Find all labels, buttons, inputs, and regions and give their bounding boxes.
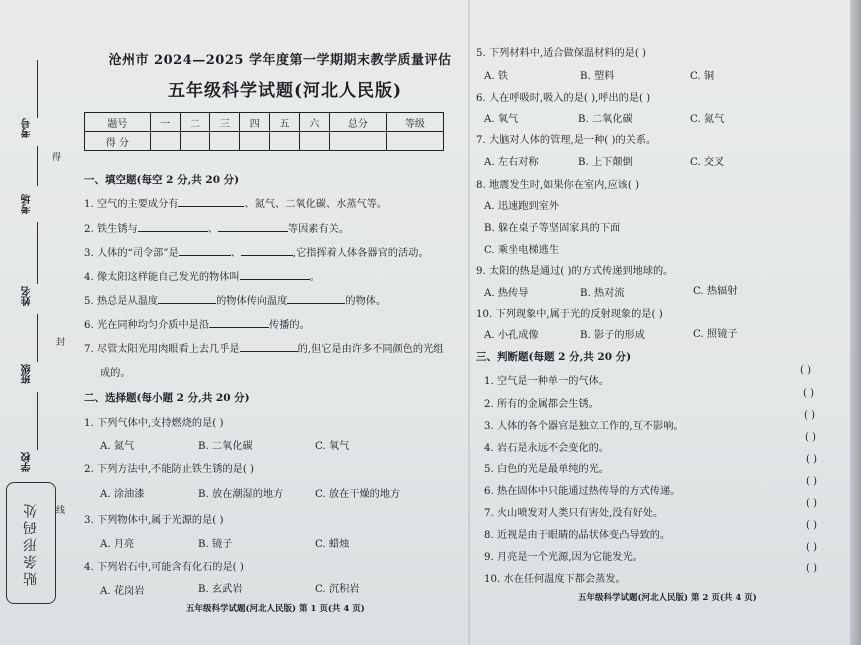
table-cell: 六: [299, 113, 329, 132]
choice-question-8: 8. 地震发生时,如果你在室内,应该( ): [476, 180, 640, 191]
answer-blank[interactable]: [287, 294, 345, 304]
answer-blank[interactable]: [240, 342, 298, 352]
fill-question-4: [84, 268, 320, 283]
option-c[interactable]: C. 氧气: [315, 441, 350, 452]
page-edge: [850, 0, 861, 645]
sidebar-xuexiao-label: 学校: [22, 452, 33, 472]
fill-question-3: [84, 244, 429, 259]
option-b[interactable]: B. 热对流: [580, 288, 625, 299]
table-cell[interactable]: [180, 132, 210, 151]
answer-paren[interactable]: ( ): [806, 563, 817, 574]
answer-paren[interactable]: ( ): [803, 388, 814, 399]
option-b[interactable]: B. 躲在桌子等坚固家具的下面: [484, 223, 621, 234]
question-text: 、氮气、二氧化碳、水蒸气等。: [244, 199, 388, 210]
choice-question-9: 9. 太阳的热是通过( )的方式传递到地球的。: [476, 266, 674, 277]
barcode-label: 贴条形码处: [23, 500, 39, 586]
option-b[interactable]: B. 二氧化碳: [578, 114, 633, 125]
judge-question-5: 5. 白色的光是最单纯的光。: [484, 464, 610, 475]
table-cell: 三: [210, 113, 240, 132]
sidebar-line: [37, 146, 38, 186]
answer-blank[interactable]: [218, 222, 288, 232]
table-cell: 一: [150, 113, 180, 132]
table-cell: 总分: [329, 113, 386, 132]
question-text: ,它指挥着人体各器官的活动。: [292, 248, 429, 259]
question-text: 的,但它是由许多不同颜色的光组: [297, 344, 444, 355]
choice-question-4: 4. 下列岩石中,可能含有化石的是( ): [84, 562, 244, 573]
option-b[interactable]: B. 镜子: [198, 539, 233, 550]
answer-paren[interactable]: ( ): [806, 520, 817, 531]
score-table: [84, 112, 444, 151]
sidebar-kaohao-label: 考号: [22, 118, 33, 138]
answer-blank[interactable]: [138, 222, 208, 232]
option-a[interactable]: A. 热传导: [484, 288, 529, 299]
option-b[interactable]: B. 二氧化碳: [198, 441, 253, 452]
answer-paren[interactable]: ( ): [806, 498, 817, 509]
choice-question-7: 7. 大脑对人体的管理,是一种( )的关系。: [476, 135, 657, 146]
table-cell: 得 分: [85, 132, 151, 151]
sidebar-line: [37, 60, 38, 118]
score-value-row: [85, 132, 444, 151]
question-text: 2. 铁生锈与: [84, 224, 138, 235]
choice-question-10: 10. 下列现象中,属于光的反射现象的是( ): [476, 309, 663, 320]
question-text: 。: [309, 272, 320, 283]
section-heading: 二、选择题(每小题 2 分,共 20 分): [84, 392, 250, 404]
question-text: 5. 热总是从温度: [84, 296, 159, 307]
answer-blank[interactable]: [158, 294, 216, 304]
question-text: 等因素有关。: [287, 224, 350, 235]
option-a[interactable]: A. 氧气: [484, 114, 519, 125]
question-text: 的物体。: [345, 296, 387, 307]
answer-paren[interactable]: ( ): [805, 432, 816, 443]
choice-question-6: 6. 人在呼吸时,吸入的是( ),呼出的是( ): [476, 93, 651, 104]
judge-question-1: 1. 空气是一种单一的气体。: [484, 376, 610, 387]
fill-question-1: [84, 195, 387, 210]
table-cell[interactable]: [329, 132, 386, 151]
option-a[interactable]: A. 月亮: [100, 539, 135, 550]
table-cell: 二: [180, 113, 210, 132]
question-text: 、: [230, 248, 241, 259]
page-footer-left: 五年级科学试题(河北人民版) 第 1 页(共 4 页): [186, 604, 365, 614]
fill-question-6: [84, 316, 310, 331]
sidebar-line: [37, 314, 38, 362]
answer-paren[interactable]: ( ): [804, 410, 815, 421]
question-text: 3. 人体的“司令部”是: [84, 248, 179, 259]
option-c[interactable]: C. 交叉: [690, 157, 725, 168]
answer-paren[interactable]: ( ): [800, 365, 811, 376]
choice-question-3: 3. 下列物体中,属于光源的是( ): [84, 515, 224, 526]
seal-mark: 封: [56, 338, 66, 348]
option-c[interactable]: C. 沉积岩: [315, 584, 360, 595]
option-c[interactable]: C. 放在干燥的地方: [315, 489, 401, 500]
option-b[interactable]: B. 上下颠倒: [578, 157, 633, 168]
seal-mark: 得: [52, 153, 62, 163]
page-fold: [468, 0, 470, 645]
fill-question-5: [84, 292, 386, 307]
question-text: 7. 尽管太阳光用肉眼看上去几乎是: [84, 344, 240, 355]
table-cell: 题号: [85, 113, 151, 132]
question-text: 、: [207, 224, 218, 235]
option-a[interactable]: A. 涂油漆: [100, 489, 145, 500]
sidebar-xingming-label: 姓名: [22, 286, 33, 306]
option-a[interactable]: A. 小孔成像: [484, 330, 539, 341]
sidebar-line: [37, 392, 38, 450]
judge-question-9: 9. 月亮是一个光源,因为它能发光。: [484, 552, 643, 563]
judge-question-3: 3. 人体的各个器官是独立工作的,互不影响。: [484, 421, 684, 432]
answer-blank[interactable]: [209, 318, 269, 328]
sidebar-kaochang-label: 考场: [22, 194, 33, 214]
question-text: 的物体传向温度: [216, 296, 288, 307]
exam-subtitle: 五年级科学试题(河北人民版): [167, 81, 403, 101]
question-text: 4. 像太阳这样能自己发光的物体叫: [84, 272, 240, 283]
barcode-area: [6, 482, 56, 604]
judge-question-7: 7. 火山喷发对人类只有害处,没有好处。: [484, 508, 664, 519]
fill-question-2: [84, 220, 349, 235]
choice-question-2: 2. 下列方法中,不能防止铁生锈的是( ): [84, 464, 255, 475]
question-text: 6. 光在同种均匀介质中是沿: [84, 320, 210, 331]
option-b[interactable]: B. 玄武岩: [198, 584, 243, 595]
judge-question-8: 8. 近视是由于眼睛的晶状体变凸导致的。: [484, 530, 671, 541]
option-c[interactable]: C. 铜: [690, 71, 715, 82]
seal-mark: 线: [56, 506, 66, 516]
option-c[interactable]: C. 氮气: [690, 114, 725, 125]
option-c[interactable]: C. 照镜子: [693, 329, 738, 340]
option-a[interactable]: A. 迅速跑到室外: [484, 201, 559, 212]
table-cell[interactable]: [240, 132, 270, 151]
section-heading: 三、判断题(每题 2 分,共 20 分): [476, 351, 632, 363]
answer-blank[interactable]: [241, 246, 293, 256]
judge-question-2: 2. 所有的金属都会生锈。: [484, 399, 599, 410]
exam-title: 沧州市 2024—2025 学年度第一学期期末教学质量评估: [108, 53, 452, 68]
table-cell: 四: [240, 113, 270, 132]
answer-blank[interactable]: [179, 246, 231, 256]
table-cell[interactable]: [270, 132, 300, 151]
option-a[interactable]: A. 左右对称: [484, 157, 539, 168]
judge-question-6: 6. 热在固体中只能通过热传导的方式传递。: [484, 486, 681, 497]
option-b[interactable]: B. 放在潮湿的地方: [198, 489, 284, 500]
option-a[interactable]: A. 铁: [484, 71, 509, 82]
table-cell[interactable]: [210, 132, 240, 151]
sidebar-banji-label: 班级: [22, 364, 33, 384]
table-cell: 等级: [386, 113, 443, 132]
choice-question-5: 5. 下列材料中,适合做保温材料的是( ): [476, 48, 647, 59]
fill-question-7-cont: 成的。: [100, 368, 131, 379]
judge-question-4: 4. 岩石是永远不会变化的。: [484, 443, 610, 454]
table-cell[interactable]: [386, 132, 443, 151]
section-heading: 一、填空题(每空 2 分,共 20 分): [84, 174, 240, 186]
answer-paren[interactable]: ( ): [806, 542, 817, 553]
sidebar-line: [37, 222, 38, 284]
fill-question-7: [84, 340, 443, 355]
question-text: 1. 空气的主要成分有: [84, 199, 179, 210]
option-c[interactable]: C. 乘坐电梯逃生: [484, 245, 560, 256]
option-b[interactable]: B. 影子的形成: [580, 330, 645, 341]
judge-question-10: 10. 水在任何温度下都会蒸发。: [484, 574, 626, 585]
choice-question-1: 1. 下列气体中,支持燃烧的是( ): [84, 418, 224, 429]
answer-blank[interactable]: [240, 270, 310, 280]
table-cell[interactable]: [150, 132, 180, 151]
answer-paren[interactable]: ( ): [806, 476, 817, 487]
option-a[interactable]: A. 氮气: [100, 441, 135, 452]
option-c[interactable]: C. 热辐射: [693, 286, 738, 297]
question-text: 传播的。: [269, 320, 310, 331]
option-a[interactable]: A. 花岗岩: [100, 586, 145, 597]
option-b[interactable]: B. 塑料: [580, 71, 615, 82]
page-footer-right: 五年级科学试题(河北人民版) 第 2 页(共 4 页): [578, 593, 757, 603]
answer-paren[interactable]: ( ): [806, 454, 817, 465]
table-cell: 五: [270, 113, 300, 132]
option-c[interactable]: C. 蜡烛: [315, 539, 350, 550]
answer-blank[interactable]: [178, 197, 244, 207]
score-header-row: [85, 113, 444, 132]
table-cell[interactable]: [299, 132, 329, 151]
